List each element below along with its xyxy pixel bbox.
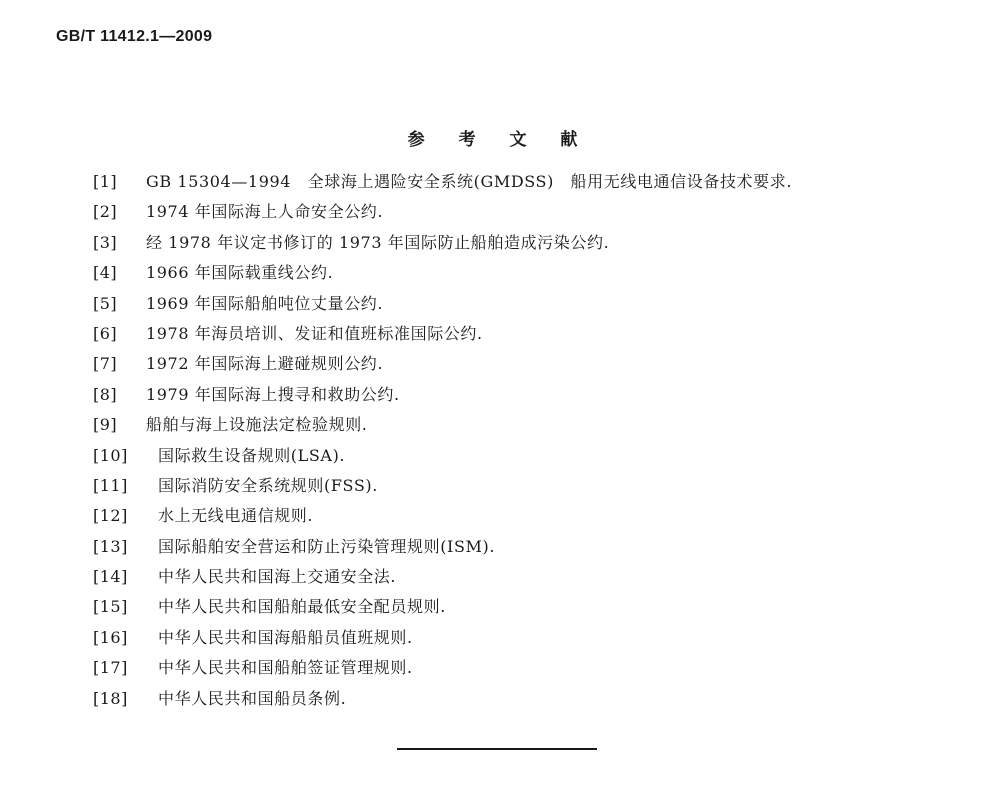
- reference-item-11: [93, 471, 792, 501]
- reference-item-13: [93, 532, 792, 562]
- reference-item-17: [93, 653, 792, 683]
- reference-number: [18]: [93, 688, 128, 708]
- reference-text: 1979 年国际海上搜寻和救助公约.: [146, 384, 400, 404]
- reference-item-12: [93, 501, 792, 531]
- reference-number: [6]: [93, 323, 118, 343]
- end-divider: [397, 748, 597, 750]
- reference-text: 中华人民共和国海上交通安全法.: [158, 567, 397, 587]
- reference-text: 水上无线电通信规则.: [158, 506, 314, 526]
- reference-number: [8]: [93, 384, 118, 404]
- reference-item-6: [93, 319, 792, 349]
- reference-number: [14]: [93, 567, 128, 587]
- reference-number: [1]: [93, 172, 118, 191]
- reference-item-3: [93, 228, 792, 258]
- reference-number: [9]: [93, 415, 118, 435]
- reference-item-10: [93, 441, 792, 471]
- reference-item-2: [93, 197, 792, 227]
- bibliography-heading: 参 考 文 献: [407, 130, 592, 150]
- reference-text: 船舶与海上设施法定检验规则.: [146, 415, 368, 435]
- reference-text: 1978 年海员培训、发证和值班标准国际公约.: [146, 323, 483, 343]
- reference-number: [2]: [93, 202, 118, 222]
- reference-text: 中华人民共和国船员条例.: [158, 688, 347, 708]
- reference-item-14: [93, 562, 792, 592]
- reference-number: [11]: [93, 475, 128, 495]
- reference-number: [10]: [93, 445, 128, 465]
- reference-text: 国际船舶安全营运和防止污染管理规则(ISM).: [158, 536, 496, 556]
- reference-item-16: [93, 623, 792, 653]
- reference-item-1: [93, 167, 792, 197]
- reference-list: [93, 167, 792, 714]
- reference-text: 1974 年国际海上人命安全公约.: [146, 202, 384, 222]
- reference-item-8: [93, 380, 792, 410]
- reference-item-4: [93, 258, 792, 288]
- reference-number: [13]: [93, 536, 128, 556]
- reference-text: 1972 年国际海上避碰规则公约.: [146, 354, 384, 374]
- reference-text: 1966 年国际载重线公约.: [146, 263, 334, 283]
- reference-text: 中华人民共和国船舶最低安全配员规则.: [158, 597, 446, 617]
- reference-item-9: [93, 410, 792, 440]
- reference-item-7: [93, 349, 792, 379]
- reference-text: 国际救生设备规则(LSA).: [158, 445, 346, 465]
- reference-number: [17]: [93, 658, 128, 678]
- reference-number: [4]: [93, 263, 118, 283]
- reference-number: [7]: [93, 354, 118, 374]
- reference-item-5: [93, 289, 792, 319]
- reference-text: 经 1978 年议定书修订的 1973 年国际防止船舶造成污染公约.: [146, 232, 610, 252]
- reference-text: GB 15304—1994 全球海上遇险安全系统(GMDSS) 船用无线电通信设备技术要求.: [146, 172, 793, 191]
- reference-item-15: [93, 592, 792, 622]
- reference-text: 中华人民共和国海船船员值班规则.: [158, 627, 413, 647]
- reference-number: [5]: [93, 293, 118, 313]
- reference-number: [16]: [93, 627, 128, 647]
- reference-number: [12]: [93, 506, 128, 526]
- reference-text: 国际消防安全系统规则(FSS).: [158, 475, 378, 495]
- standard-code: GB/T 11412.1—2009: [56, 28, 213, 45]
- reference-item-18: [93, 684, 792, 714]
- reference-number: [15]: [93, 597, 128, 617]
- reference-number: [3]: [93, 232, 118, 252]
- reference-text: 中华人民共和国船舶签证管理规则.: [158, 658, 413, 678]
- reference-text: 1969 年国际船舶吨位丈量公约.: [146, 293, 384, 313]
